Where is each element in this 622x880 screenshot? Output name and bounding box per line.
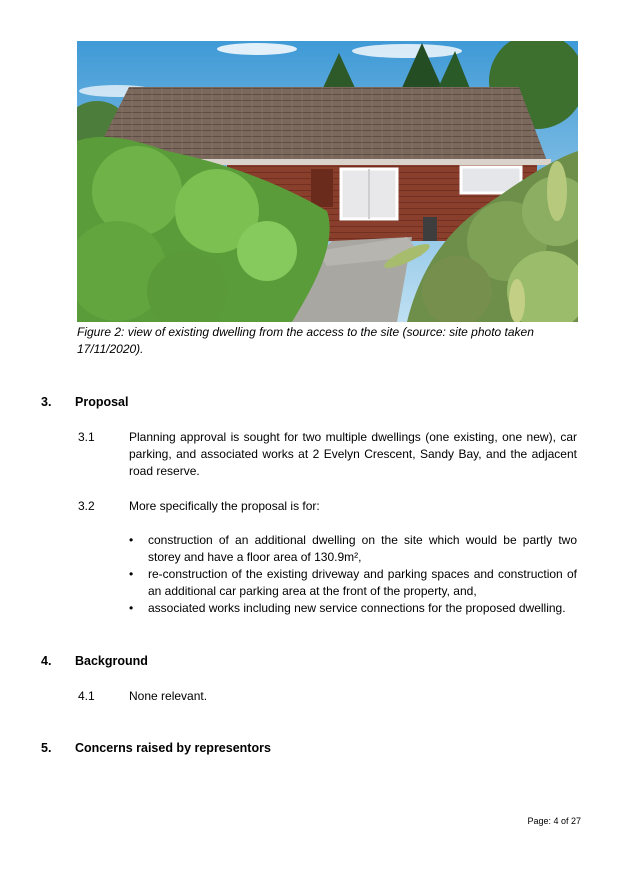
list-item-text: construction of an additional dwelling on the site which would be partly two storey and have a floor area of 130.9m², (148, 533, 577, 564)
paragraph-number: 3.2 (78, 499, 95, 513)
figure-caption: Figure 2: view of existing dwelling from the access to the site (source: site photo taken 17/11/2020). (77, 325, 534, 356)
bullet-icon: • (129, 567, 134, 581)
list-item (129, 600, 577, 617)
section-title: Concerns raised by representors (75, 741, 271, 755)
paragraph-text: Planning approval is sought for two multiple dwellings (one existing, one new), car parking, and associated works at 2 Evelyn Crescent, Sandy Bay, and the adjacent road reserve. (129, 430, 577, 478)
site-photo (77, 41, 578, 322)
list-item (129, 566, 577, 600)
section-number: 3. (41, 395, 52, 409)
paragraph-number: 3.1 (78, 430, 95, 444)
list-item-text: associated works including new service connections for the proposed dwelling. (148, 601, 566, 615)
paragraph-text: None relevant. (129, 689, 208, 703)
section-number: 5. (41, 741, 52, 755)
section-title: Background (75, 654, 148, 668)
bullet-icon: • (129, 533, 134, 547)
bullet-icon: • (129, 601, 134, 615)
page-number: Page: 4 of 27 (527, 816, 581, 826)
list-item-text: re-construction of the existing driveway and parking spaces and construction of an additional car parking area at the front of the property, and, (148, 567, 577, 598)
proposal-bullet-list (129, 532, 577, 617)
house-photo-illustration (77, 41, 578, 322)
list-item (129, 532, 577, 566)
section-number: 4. (41, 654, 52, 668)
paragraph-text: More specifically the proposal is for: (129, 499, 320, 513)
section-title: Proposal (75, 395, 129, 409)
paragraph-number: 4.1 (78, 689, 95, 703)
